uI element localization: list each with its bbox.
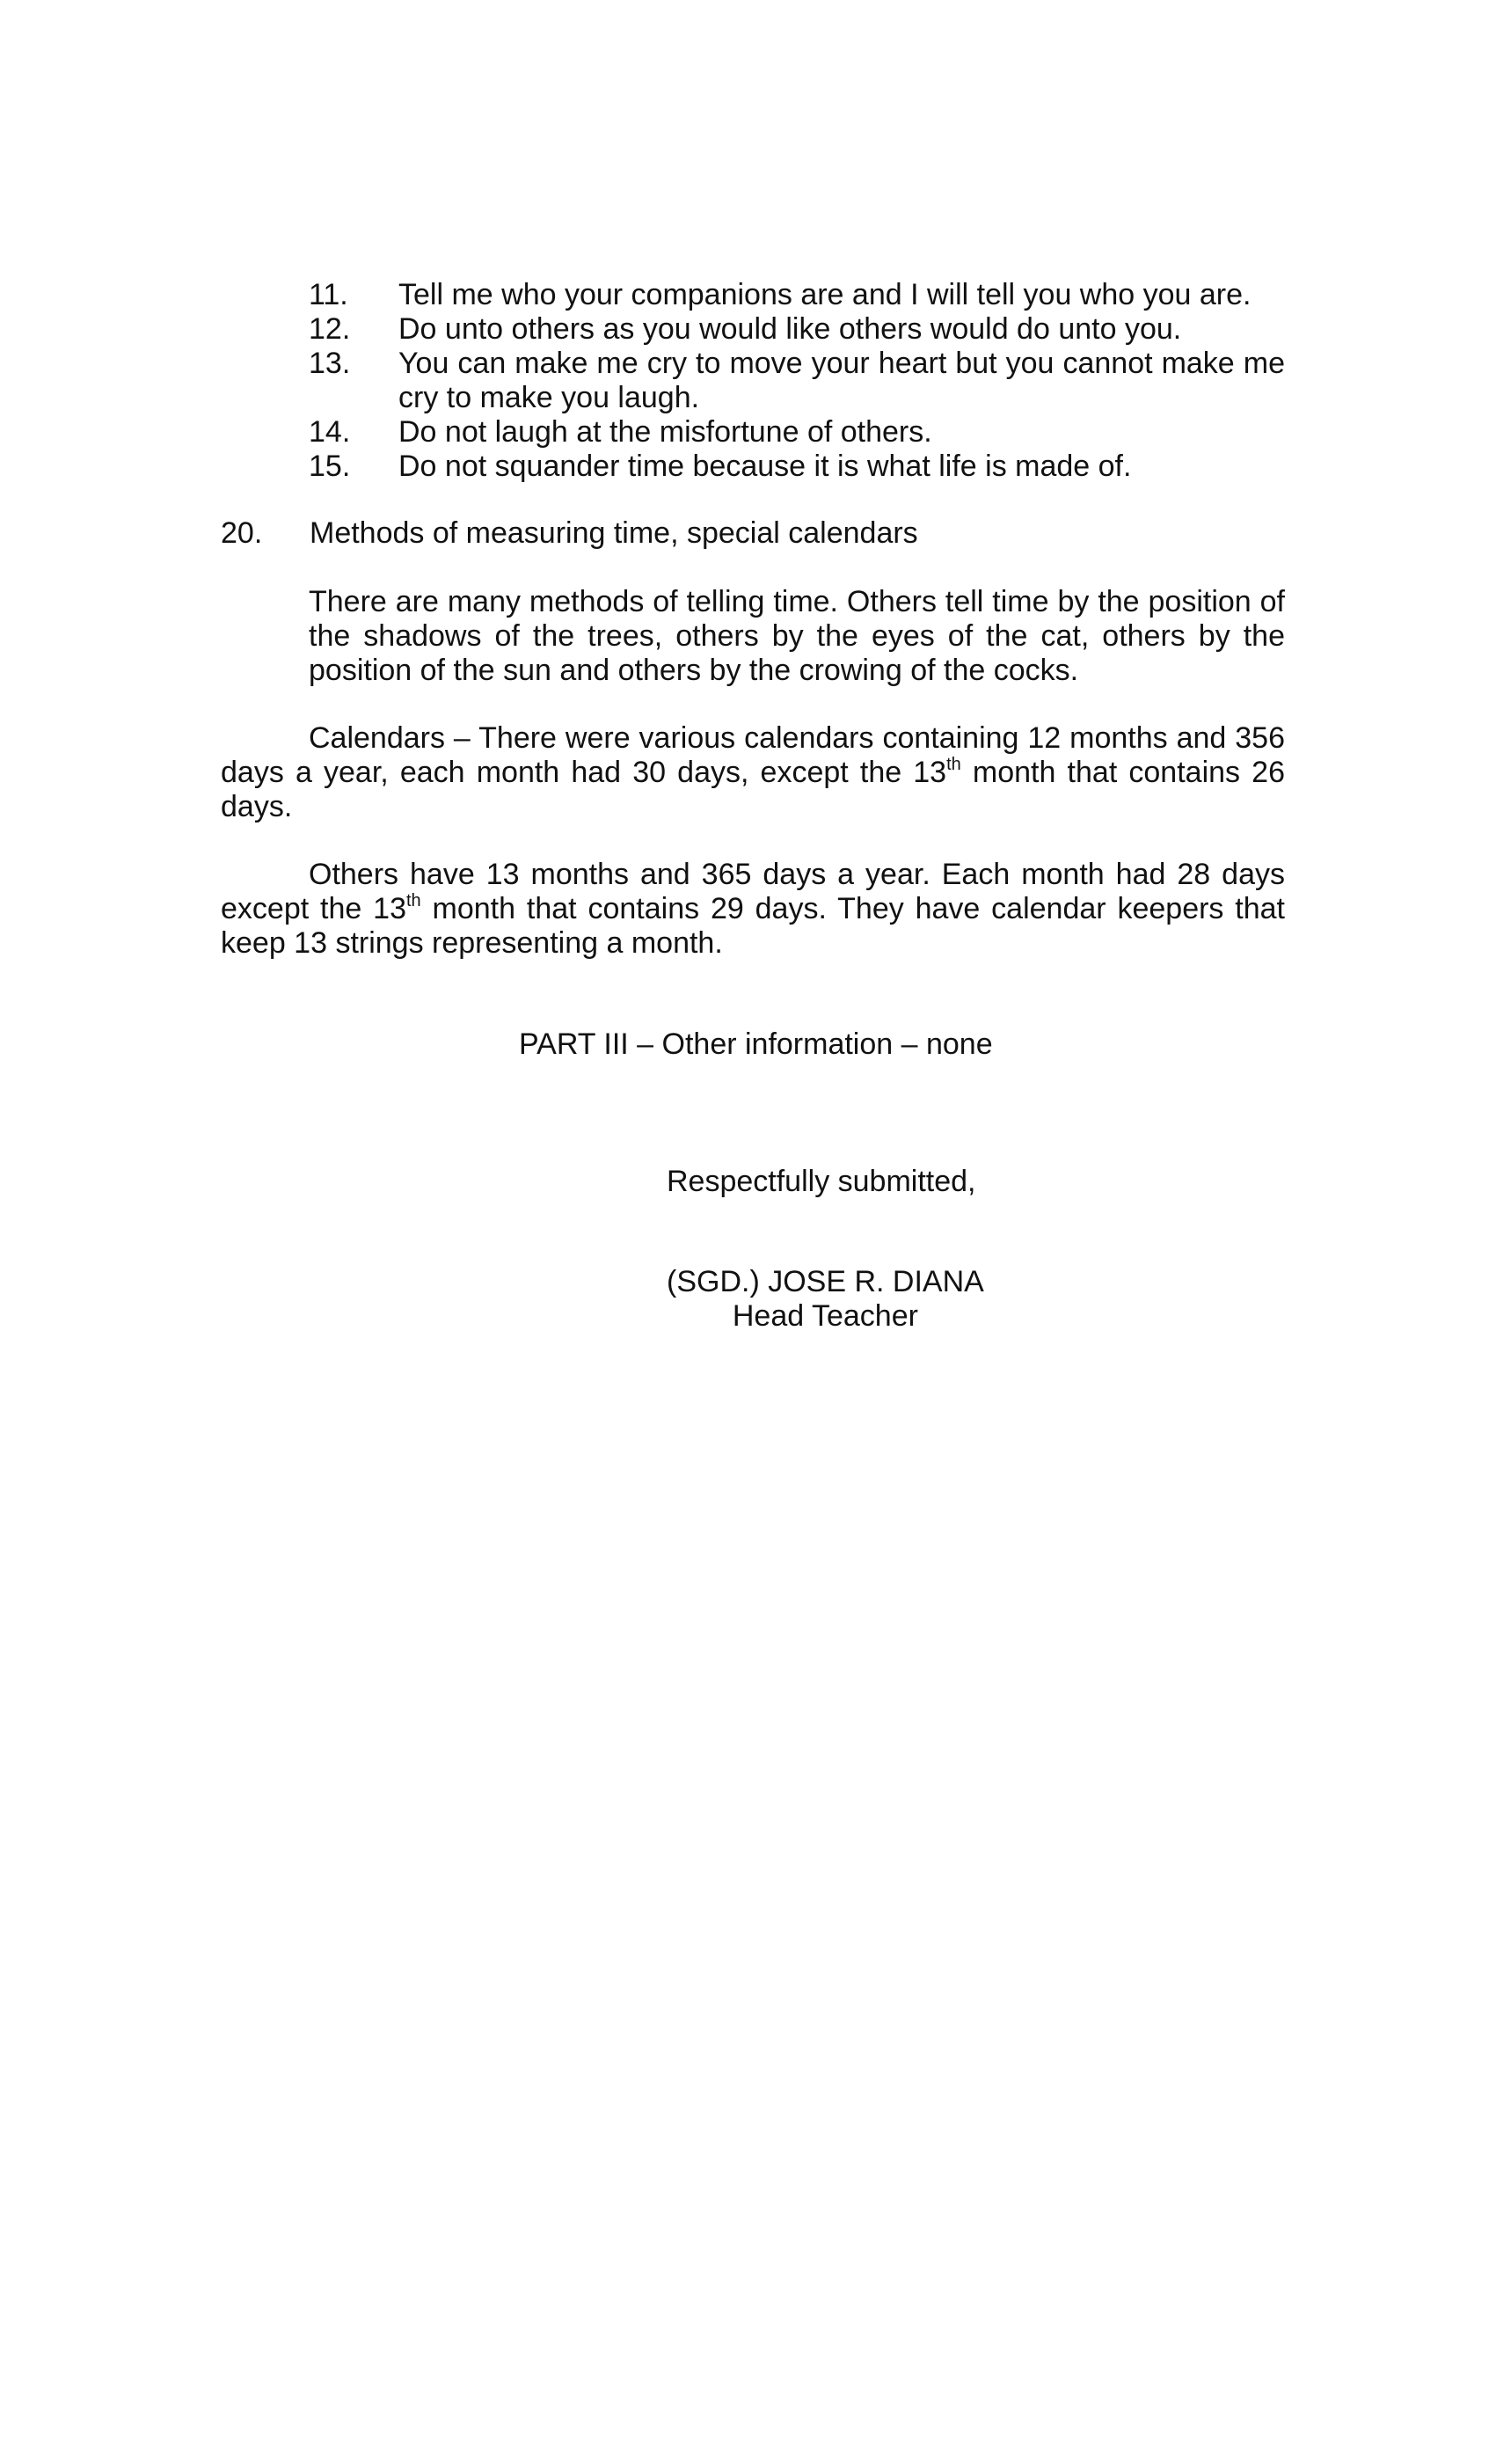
calendars-text-before: Calendars – There were various calendars containing 12 months and 356 days a year, each month had 30 days, except the 13: [221, 721, 1285, 789]
proverb-text: Do unto others as you would like others would do unto you.: [398, 312, 1182, 346]
others-ordinal-suffix: th: [405, 891, 421, 910]
calendars-ordinal-suffix: th: [946, 755, 961, 774]
proverb-item-13: [309, 347, 1285, 415]
proverb-number: 14.: [309, 415, 351, 449]
proverb-item-12: [309, 312, 1285, 347]
part-three-heading: PART III – Other information – none: [519, 1027, 993, 1061]
proverb-text: Do not laugh at the misfortune of others.: [398, 415, 932, 449]
proverb-text: Do not squander time because it is what life is made of.: [398, 450, 1132, 483]
proverb-number: 13.: [309, 347, 351, 380]
calendars-text-after: month that contains 26 days.: [221, 756, 1285, 823]
section-title: Methods of measuring time, special calendars: [310, 516, 918, 550]
proverb-text: You can make me cry to move your heart but you cannot make me cry to make you laugh.: [398, 347, 1285, 414]
proverb-number: 12.: [309, 312, 351, 346]
proverb-number: 15.: [309, 450, 351, 483]
proverb-item-15: [309, 450, 1285, 484]
proverb-text: Tell me who your companions are and I will tell you who you are.: [398, 278, 1252, 311]
proverb-item-14: [309, 415, 1285, 450]
section-number: 20.: [221, 516, 263, 550]
proverb-item-11: [309, 278, 1285, 312]
paragraph-calendars: [221, 721, 1285, 824]
signature-block: [667, 1265, 984, 1334]
proverb-list: [309, 278, 1285, 484]
proverb-number: 11.: [309, 278, 348, 311]
others-text-before: Others have 13 months and 365 days a year. Each month had 28 days except the 13: [221, 858, 1285, 925]
signatory-title: Head Teacher: [732, 1299, 918, 1333]
paragraph-methods: There are many methods of telling time. Others tell time by the position of the shadows of the trees, others by the eyes of the cat, others by the position of the sun and others by the crowing of the cocks.: [309, 585, 1285, 687]
paragraph-others: [221, 858, 1285, 961]
others-text-after: month that contains 29 days. They have calendar keepers that keep 13 strings representing a month.: [221, 892, 1285, 960]
closing-line: Respectfully submitted,: [667, 1165, 976, 1198]
signatory-name: (SGD.) JOSE R. DIANA: [667, 1265, 984, 1298]
